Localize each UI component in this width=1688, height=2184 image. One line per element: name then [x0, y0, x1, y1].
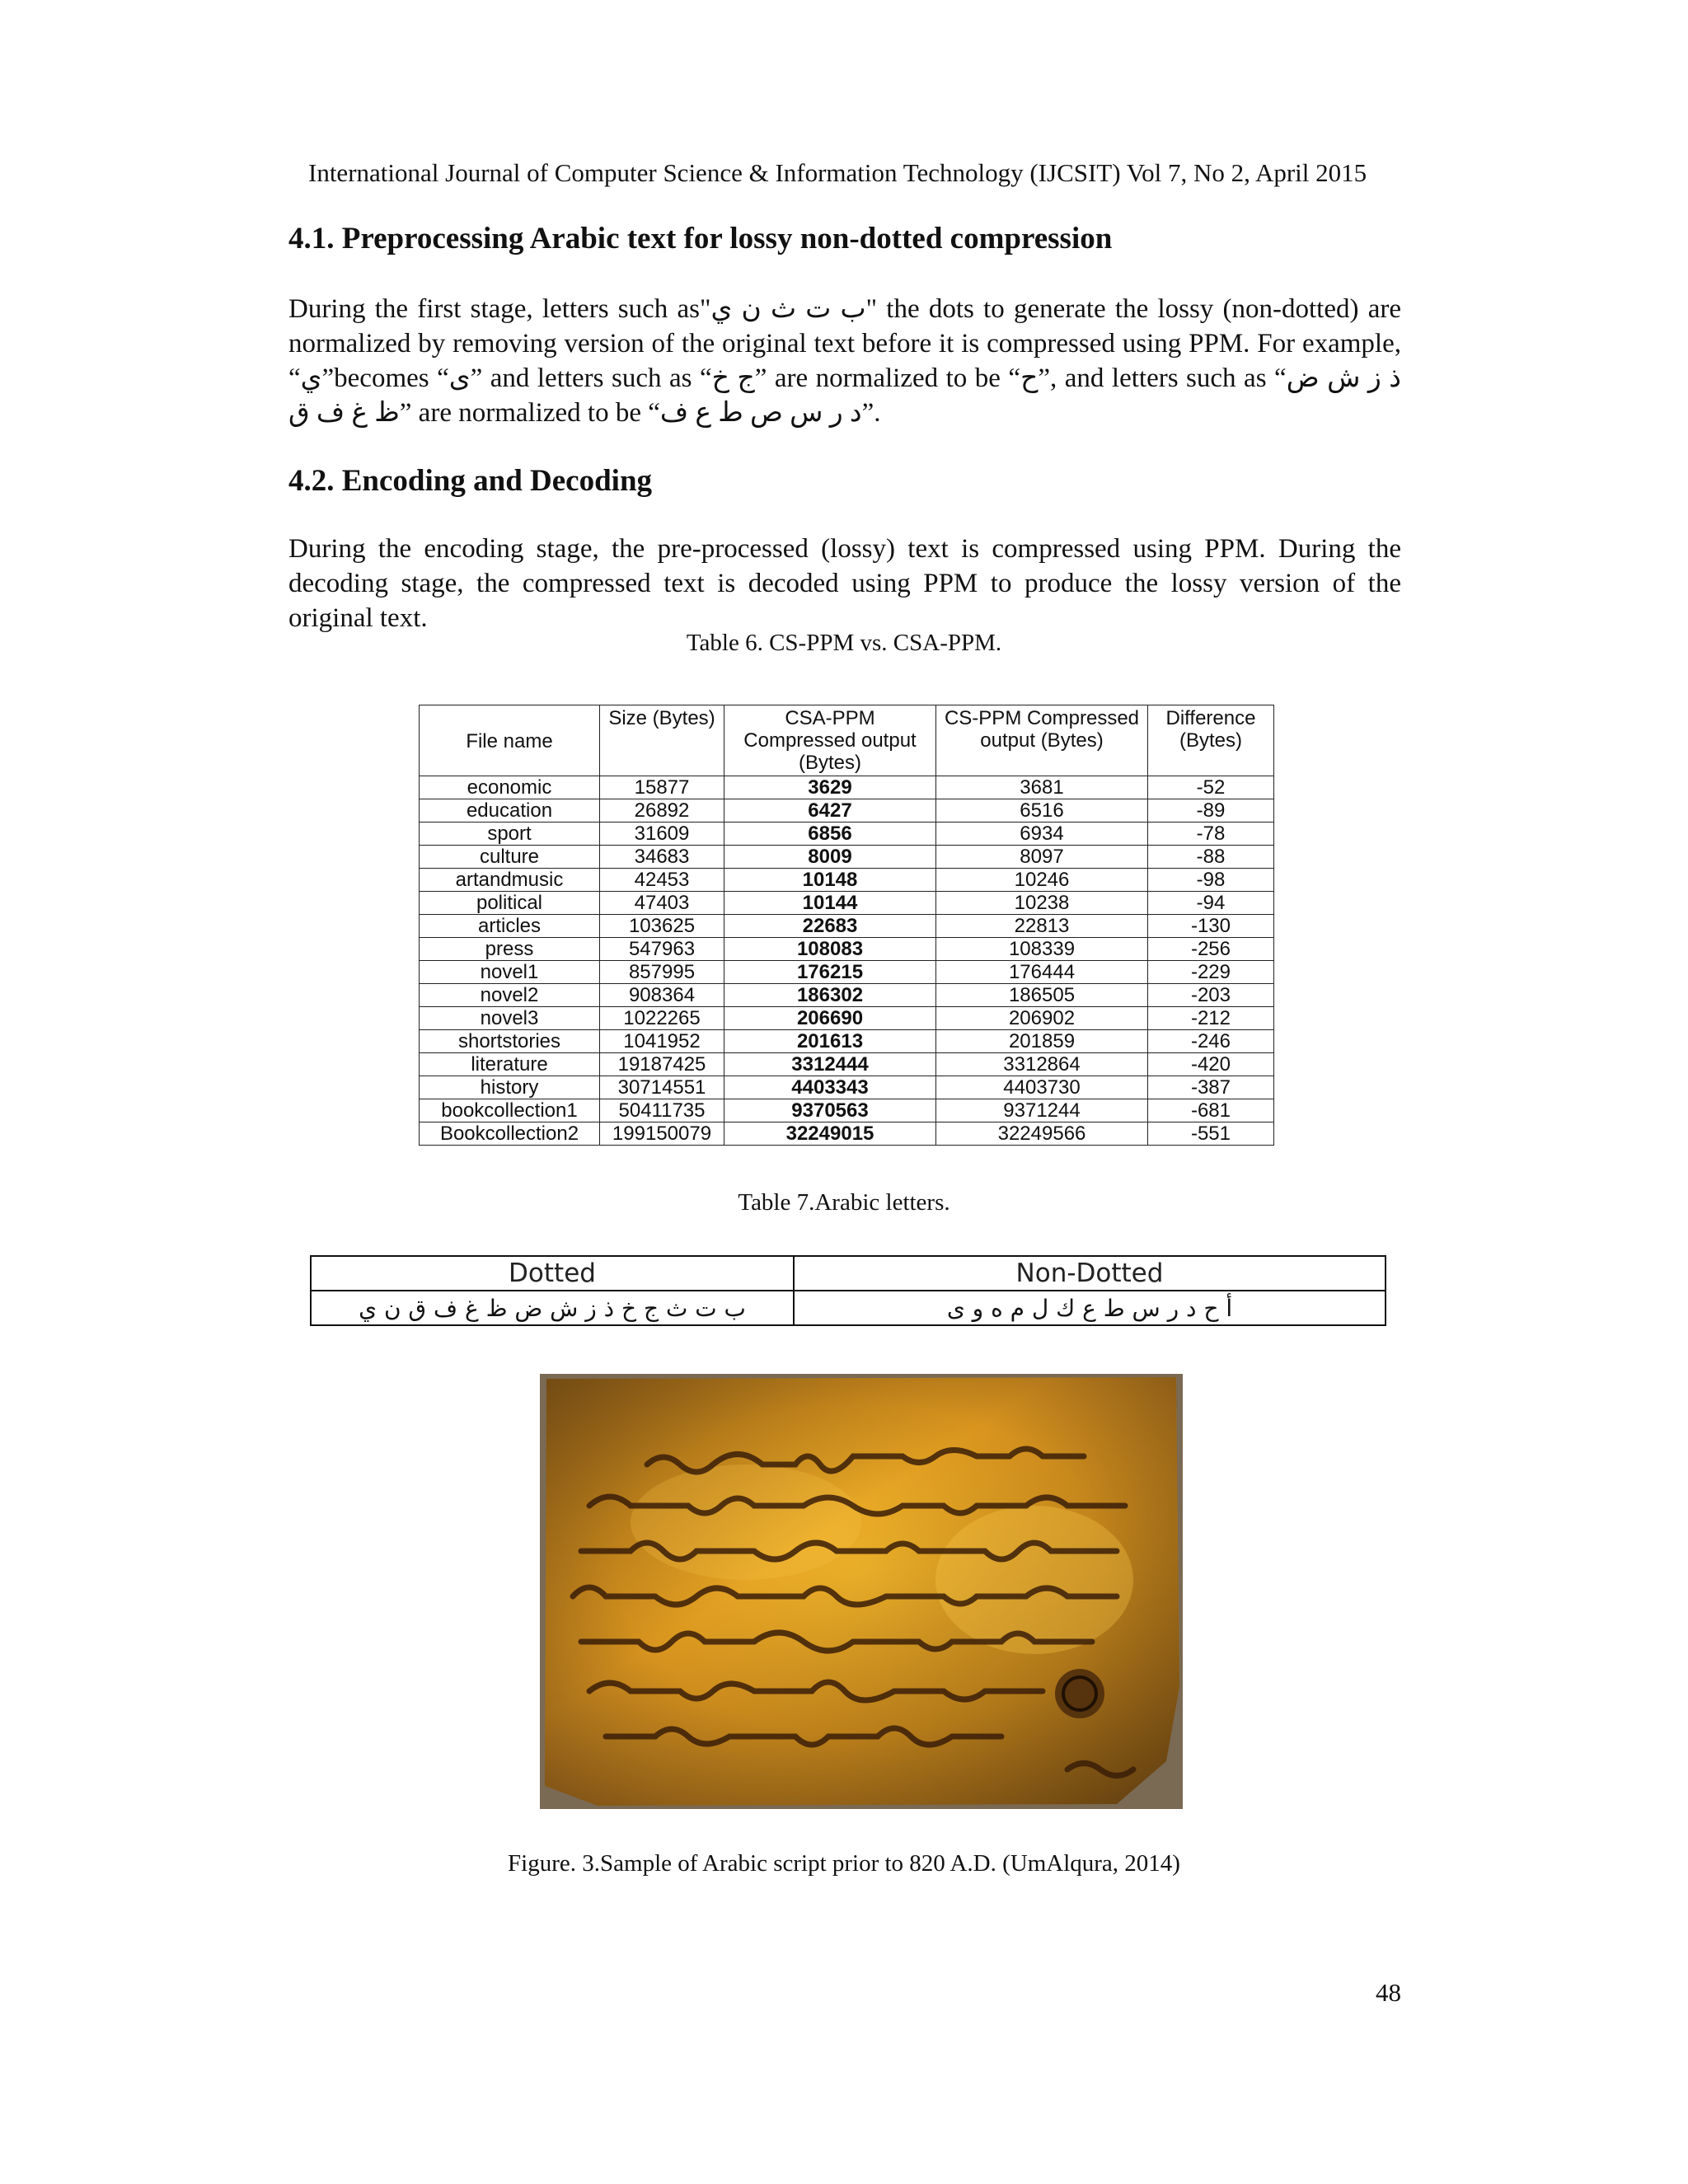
cell-csa-ppm: 22683: [724, 915, 936, 938]
cell-size: 1041952: [600, 1030, 724, 1053]
cell-size: 50411735: [600, 1099, 724, 1122]
cell-csa-ppm: 206690: [724, 1007, 936, 1030]
cell-csa-ppm: 3312444: [724, 1053, 936, 1076]
cell-difference: -229: [1148, 961, 1274, 984]
table-row: [420, 1099, 1274, 1122]
column-header-csa-ppm: CSA-PPM Compressed output (Bytes): [724, 705, 936, 776]
cell-difference: -420: [1148, 1053, 1274, 1076]
cell-difference: -94: [1148, 892, 1274, 915]
section-4-1-paragraph: During the first stage, letters such as"ب ت ث ن ي" the dots to generate the lossy (non-dotted) are normalized by removing version of the original text before it is compressed using PPM. For example, “ي”becomes “ى” and letters such as “ج خ” are normalized to be “ح”, and letters such as “ذ ز ش ض ظ غ ف ق” are normalized to be “د ر س ص ط ع ف”.: [288, 294, 1401, 428]
cell-size: 103625: [600, 915, 724, 938]
table-row: [420, 1076, 1274, 1099]
cell-size: 42453: [600, 869, 724, 892]
cell-file-name: novel2: [420, 984, 600, 1007]
section-4-2-paragraph: During the encoding stage, the pre-processed (lossy) text is compressed using PPM. During the decoding stage, the compressed text is decoded using PPM to produce the lossy version of the original text.: [288, 534, 1401, 633]
cell-cs-ppm: 6516: [936, 799, 1148, 823]
table-row: [420, 1007, 1274, 1030]
cell-cs-ppm: 186505: [936, 984, 1148, 1007]
column-header-non-dotted: Non-Dotted: [794, 1256, 1386, 1291]
table-row: [420, 823, 1274, 846]
cell-csa-ppm: 201613: [724, 1030, 936, 1053]
table-row: [420, 846, 1274, 869]
cell-file-name: bookcollection1: [420, 1099, 600, 1122]
column-header-size: Size (Bytes): [600, 705, 724, 776]
table-6-cs-ppm-vs-csa-ppm: [419, 705, 1274, 1146]
cell-csa-ppm: 108083: [724, 938, 936, 961]
running-header: International Journal of Computer Science & Information Technology (IJCSIT) Vol 7, No 2, April 2015: [308, 158, 1367, 187]
manuscript-illustration: [540, 1374, 1183, 1809]
figure-3-caption: Figure. 3.Sample of Arabic script prior to 820 A.D. (UmAlqura, 2014): [508, 1850, 1180, 1877]
cell-size: 199150079: [600, 1122, 724, 1146]
cell-size: 908364: [600, 984, 724, 1007]
cell-csa-ppm: 6856: [724, 823, 936, 846]
cell-file-name: press: [420, 938, 600, 961]
cell-file-name: Bookcollection2: [420, 1122, 600, 1146]
table-row: [420, 1053, 1274, 1076]
cell-difference: -98: [1148, 869, 1274, 892]
page-number: 48: [1376, 1978, 1401, 2007]
table-row: [420, 984, 1274, 1007]
cell-cs-ppm: 3312864: [936, 1053, 1148, 1076]
cell-csa-ppm: 8009: [724, 846, 936, 869]
cell-file-name: economic: [420, 776, 600, 799]
table-row: [420, 776, 1274, 799]
cell-csa-ppm: 9370563: [724, 1099, 936, 1122]
table-row: [420, 892, 1274, 915]
cell-file-name: literature: [420, 1053, 600, 1076]
cell-difference: -78: [1148, 823, 1274, 846]
column-header-cs-ppm: CS-PPM Compressed output (Bytes): [936, 705, 1148, 776]
cell-file-name: shortstories: [420, 1030, 600, 1053]
table-7-caption: Table 7.Arabic letters.: [738, 1189, 950, 1216]
table-row: [420, 1030, 1274, 1053]
table-row: [420, 799, 1274, 823]
cell-file-name: novel3: [420, 1007, 600, 1030]
table-6-caption: Table 6. CS-PPM vs. CSA-PPM.: [686, 630, 1002, 656]
table-row: [311, 1291, 1386, 1325]
table-row: [420, 869, 1274, 892]
column-header-file-name: File name: [420, 705, 600, 776]
cell-cs-ppm: 8097: [936, 846, 1148, 869]
cell-csa-ppm: 32249015: [724, 1122, 936, 1146]
cell-cs-ppm: 32249566: [936, 1122, 1148, 1146]
table-row: [420, 1122, 1274, 1146]
cell-difference: -52: [1148, 776, 1274, 799]
arabic-manuscript-photo: [540, 1374, 1183, 1809]
cell-size: 547963: [600, 938, 724, 961]
cell-cs-ppm: 9371244: [936, 1099, 1148, 1122]
cell-csa-ppm: 6427: [724, 799, 936, 823]
cell-file-name: artandmusic: [420, 869, 600, 892]
cell-size: 857995: [600, 961, 724, 984]
cell-size: 30714551: [600, 1076, 724, 1099]
cell-file-name: political: [420, 892, 600, 915]
cell-difference: -203: [1148, 984, 1274, 1007]
cell-cs-ppm: 206902: [936, 1007, 1148, 1030]
cell-csa-ppm: 10144: [724, 892, 936, 915]
cell-cs-ppm: 6934: [936, 823, 1148, 846]
cell-cs-ppm: 4403730: [936, 1076, 1148, 1099]
cell-size: 47403: [600, 892, 724, 915]
cell-size: 19187425: [600, 1053, 724, 1076]
section-4-2-heading: 4.2. Encoding and Decoding: [288, 464, 653, 498]
dotted-letters-cell: ب ت ث ج خ ذ ز ش ض ظ غ ف ق ن ي: [311, 1291, 794, 1325]
cell-cs-ppm: 10238: [936, 892, 1148, 915]
cell-cs-ppm: 176444: [936, 961, 1148, 984]
cell-difference: -130: [1148, 915, 1274, 938]
cell-csa-ppm: 176215: [724, 961, 936, 984]
cell-difference: -387: [1148, 1076, 1274, 1099]
table-7-arabic-letters: [310, 1255, 1386, 1326]
cell-size: 1022265: [600, 1007, 724, 1030]
cell-file-name: history: [420, 1076, 600, 1099]
cell-csa-ppm: 3629: [724, 776, 936, 799]
table-header-row: [420, 705, 1274, 776]
column-header-difference: Difference (Bytes): [1148, 705, 1274, 776]
cell-size: 26892: [600, 799, 724, 823]
cell-file-name: culture: [420, 846, 600, 869]
cell-difference: -246: [1148, 1030, 1274, 1053]
cell-csa-ppm: 186302: [724, 984, 936, 1007]
cell-difference: -551: [1148, 1122, 1274, 1146]
cell-difference: -88: [1148, 846, 1274, 869]
cell-cs-ppm: 3681: [936, 776, 1148, 799]
cell-cs-ppm: 108339: [936, 938, 1148, 961]
cell-size: 31609: [600, 823, 724, 846]
cell-csa-ppm: 10148: [724, 869, 936, 892]
table-row: [420, 938, 1274, 961]
cell-difference: -256: [1148, 938, 1274, 961]
table-row: [420, 961, 1274, 984]
cell-file-name: sport: [420, 823, 600, 846]
cell-file-name: education: [420, 799, 600, 823]
cell-difference: -212: [1148, 1007, 1274, 1030]
cell-cs-ppm: 10246: [936, 869, 1148, 892]
cell-file-name: novel1: [420, 961, 600, 984]
cell-size: 15877: [600, 776, 724, 799]
cell-difference: -89: [1148, 799, 1274, 823]
column-header-dotted: Dotted: [311, 1256, 794, 1291]
cell-cs-ppm: 201859: [936, 1030, 1148, 1053]
cell-cs-ppm: 22813: [936, 915, 1148, 938]
table-header-row: [311, 1256, 1386, 1291]
cell-csa-ppm: 4403343: [724, 1076, 936, 1099]
section-4-1-heading: 4.1. Preprocessing Arabic text for lossy non-dotted compression: [288, 222, 1113, 255]
cell-size: 34683: [600, 846, 724, 869]
non-dotted-letters-cell: أ ح د ر س ط ع ك ل م ه و ى: [794, 1291, 1386, 1325]
cell-file-name: articles: [420, 915, 600, 938]
cell-difference: -681: [1148, 1099, 1274, 1122]
table-row: [420, 915, 1274, 938]
